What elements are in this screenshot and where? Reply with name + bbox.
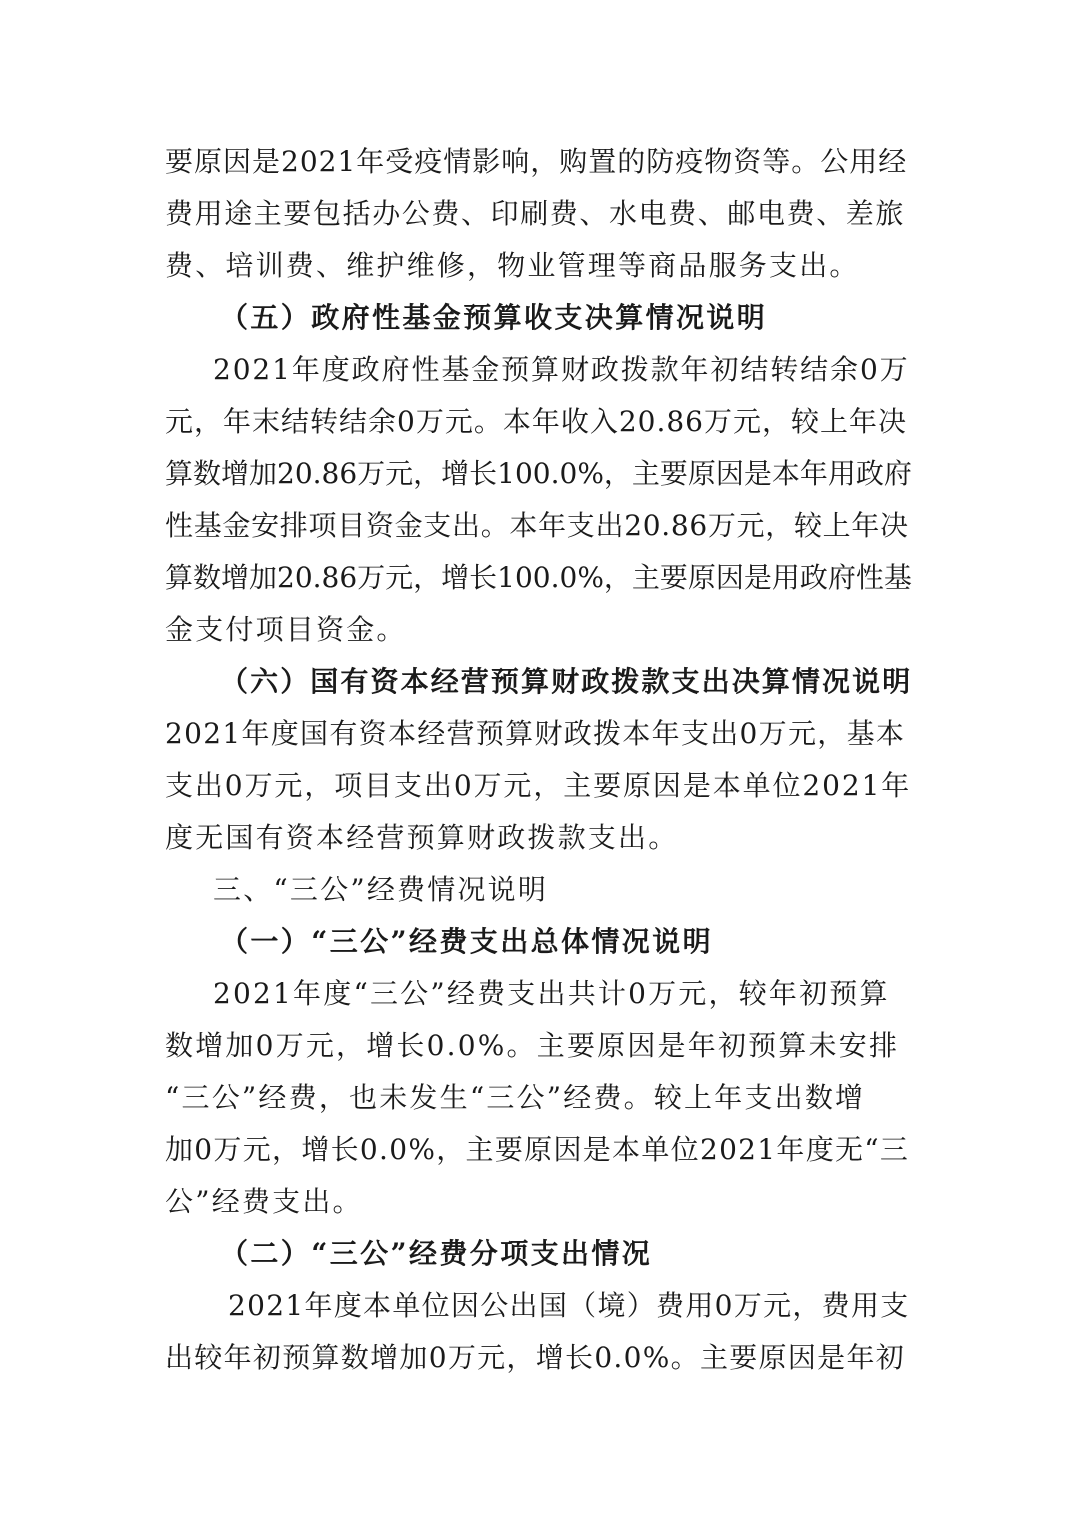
- text-line: 加0万元，增长0.0%，主要原因是本单位2021年度无“三: [165, 1133, 910, 1166]
- section-heading: （五）政府性基金预算收支决算情况说明: [220, 301, 768, 334]
- text-line: “三公”经费，也未发生“三公”经费。较上年支出数增: [165, 1081, 866, 1114]
- text-line: 算数增加20.86万元，增长100.0%，主要原因是本年用政府: [165, 457, 912, 490]
- text-line: 要原因是2021年受疫情影响，购置的防疫物资等。公用经: [165, 145, 908, 178]
- text-line: 公”经费支出。: [165, 1185, 363, 1218]
- chapter-heading: 三、“三公”经费情况说明: [213, 873, 549, 906]
- text-line: 性基金安排项目资金支出。本年支出20.86万元，较上年决: [165, 509, 909, 542]
- text-line: 支出0万元，项目支出0万元，主要原因是本单位2021年: [165, 769, 912, 802]
- text-line: 金支付项目资金。: [165, 613, 407, 646]
- text-line: 元，年末结转结余0万元。本年收入20.86万元，较上年决: [165, 405, 907, 438]
- text-line: 2021年度“三公”经费支出共计0万元，较年初预算: [213, 977, 890, 1010]
- text-line: 数增加0万元，增长0.0%。主要原因是年初预算未安排: [165, 1029, 900, 1062]
- section-heading: （六）国有资本经营预算财政拨款支出决算情况说明: [220, 665, 913, 698]
- text-line: 2021年度政府性基金预算财政拨款年初结转结余0万: [213, 353, 910, 386]
- section-heading: （二）“三公”经费分项支出情况: [220, 1237, 653, 1270]
- text-line: 2021年度本单位因公出国（境）费用0万元，费用支: [228, 1289, 910, 1322]
- text-line: 2021年度国有资本经营预算财政拨本年支出0万元，基本: [165, 717, 906, 750]
- text-line: 费用途主要包括办公费、印刷费、水电费、邮电费、差旅: [165, 197, 906, 230]
- text-line: 费、培训费、维护维修，物业管理等商品服务支出。: [165, 249, 860, 282]
- section-heading: （一）“三公”经费支出总体情况说明: [220, 925, 714, 958]
- text-line: 出较年初预算数增加0万元，增长0.0%。主要原因是年初: [165, 1341, 906, 1374]
- text-line: 度无国有资本经营预算财政拨款支出。: [165, 821, 679, 854]
- text-line: 算数增加20.86万元，增长100.0%，主要原因是用政府性基: [165, 561, 912, 594]
